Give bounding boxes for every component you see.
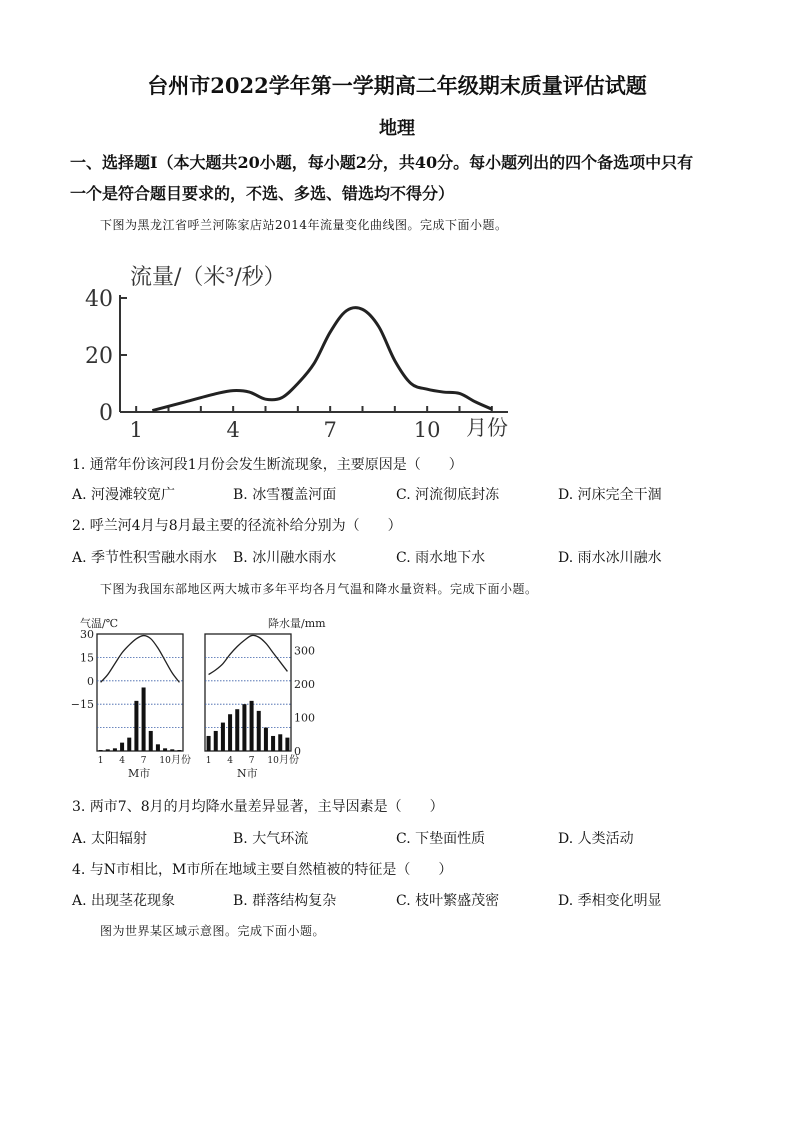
n-temperature-line — [209, 635, 288, 674]
m-temp-axis-label: 气温/℃ — [80, 617, 119, 630]
m-plot-frame — [97, 634, 183, 751]
question-3-option-a[interactable]: A. 太阳辐射 — [72, 831, 148, 847]
m-precip-bar-3 — [113, 748, 117, 751]
page-title: 台州市2022学年第一学期高二年级期末质量评估试题 — [147, 73, 647, 98]
flow-chart-title: 流量/（米³/秒） — [130, 265, 286, 290]
intro-flow-chart: 下图为黑龙江省呼兰河陈家店站2014年流量变化曲线图。完成下面小题。 — [100, 218, 508, 232]
n-precip-bar-7 — [250, 701, 254, 751]
n-precip-bar-5 — [235, 709, 239, 751]
subject-title: 地理 — [379, 118, 415, 139]
section-heading-line1: 一、选择题Ⅰ（本大题共20小题，每小题2分，共40分。每小题列出的四个备选项中只有 — [70, 153, 694, 172]
question-1-option-d[interactable]: D. 河床完全干涸 — [558, 487, 662, 503]
n-x-tick-label: 4 — [227, 756, 233, 766]
question-4-option-b[interactable]: B. 群落结构复杂 — [233, 893, 337, 909]
flow-y-tick-label: 0 — [99, 401, 113, 426]
m-temp-tick-label: 0 — [87, 674, 94, 688]
flow-y-tick-label: 40 — [85, 287, 113, 312]
m-temp-tick-label: 15 — [80, 651, 94, 665]
n-precip-bar-8 — [257, 711, 261, 751]
n-precip-bar-4 — [228, 714, 232, 751]
flow-x-tick-label: 10 — [413, 418, 441, 442]
question-2-option-c[interactable]: C. 雨水地下水 — [396, 550, 486, 566]
question-1-option-b[interactable]: B. 冰雪覆盖河面 — [233, 487, 337, 503]
flow-series-line — [152, 308, 492, 411]
m-temperature-line — [101, 636, 180, 683]
question-4-stem: 4. 与N市相比，M市所在地域主要自然植被的特征是（ ） — [72, 862, 453, 878]
m-x-tick-label: 1 — [97, 756, 104, 766]
n-x-tick-label: 7 — [248, 756, 255, 766]
flow-chart — [80, 250, 530, 445]
m-precip-bar-2 — [106, 749, 110, 751]
n-precip-bar-1 — [207, 736, 211, 751]
n-precip-bar-6 — [242, 704, 246, 751]
question-1-stem: 1. 通常年份该河段1月份会发生断流现象，主要原因是（ ） — [72, 457, 463, 473]
m-precip-bar-8 — [149, 731, 153, 751]
n-x-label: 月份 — [279, 755, 299, 766]
question-1-option-a[interactable]: A. 河漫滩较宽广 — [72, 487, 176, 503]
question-3-option-d[interactable]: D. 人类活动 — [558, 831, 634, 847]
n-precip-bar-11 — [278, 734, 282, 751]
n-precip-tick-label: 100 — [294, 711, 315, 725]
flow-x-tick-label: 7 — [323, 418, 337, 442]
m-temp-tick-label: −15 — [70, 698, 94, 712]
m-precip-bar-1 — [99, 750, 103, 751]
question-4-option-d[interactable]: D. 季相变化明显 — [558, 893, 662, 909]
flow-y-tick-label: 20 — [85, 344, 113, 369]
question-2-stem: 2. 呼兰河4月与8月最主要的径流补给分别为（ ） — [72, 518, 402, 534]
n-precip-bar-10 — [271, 736, 275, 751]
m-precip-bar-6 — [134, 701, 138, 751]
m-precip-bar-4 — [120, 743, 124, 751]
m-city-label: M市 — [128, 767, 151, 780]
n-plot-frame — [205, 634, 291, 751]
question-3-option-c[interactable]: C. 下垫面性质 — [396, 831, 486, 847]
m-temp-tick-label: 30 — [80, 628, 94, 641]
section-heading-line2: 一个是符合题目要求的，不选、多选、错选均不得分） — [70, 184, 455, 203]
m-x-tick-label: 10 — [159, 756, 171, 766]
n-precip-tick-label: 200 — [294, 678, 315, 692]
flow-x-tick-label: 4 — [226, 418, 240, 442]
flow-x-label: 月份 — [466, 416, 508, 440]
n-x-tick-label: 1 — [205, 756, 212, 766]
question-4-option-a[interactable]: A. 出现茎花现象 — [72, 893, 176, 909]
question-2-option-a[interactable]: A. 季节性积雪融水雨水 — [72, 550, 218, 566]
n-precip-bar-3 — [221, 723, 225, 751]
m-precip-bar-9 — [156, 744, 160, 751]
m-precip-bar-10 — [163, 748, 167, 751]
m-precip-bar-5 — [127, 738, 131, 751]
m-x-tick-label: 7 — [140, 756, 147, 766]
m-precip-bar-11 — [170, 749, 174, 751]
m-x-tick-label: 4 — [119, 756, 125, 766]
question-3-stem: 3. 两市7、8月的月均降水量差异显著，主导因素是（ ） — [72, 799, 444, 815]
question-2-option-b[interactable]: B. 冰川融水雨水 — [233, 550, 337, 566]
climate-charts — [70, 610, 350, 785]
n-precip-bar-2 — [214, 731, 218, 751]
question-3-option-b[interactable]: B. 大气环流 — [233, 831, 309, 847]
m-precip-bar-12 — [177, 750, 181, 751]
n-city-label: N市 — [237, 767, 258, 780]
n-precip-axis-label: 降水量/mm — [268, 617, 326, 630]
m-x-label: 月份 — [171, 755, 191, 766]
n-x-tick-label: 10 — [267, 756, 279, 766]
question-2-option-d[interactable]: D. 雨水冰川融水 — [558, 550, 662, 566]
intro-climate-charts: 下图为我国东部地区两大城市多年平均各月气温和降水量资料。完成下面小题。 — [100, 582, 538, 596]
question-4-option-c[interactable]: C. 枝叶繁盛茂密 — [396, 893, 500, 909]
n-precip-bar-9 — [264, 728, 268, 751]
m-precip-bar-7 — [142, 687, 146, 751]
question-1-option-c[interactable]: C. 河流彻底封冻 — [396, 487, 500, 503]
n-precip-tick-label: 0 — [294, 745, 301, 758]
n-precip-tick-label: 300 — [294, 644, 315, 658]
intro-map: 图为世界某区域示意图。完成下面小题。 — [100, 924, 326, 938]
n-precip-bar-12 — [285, 738, 289, 751]
flow-x-tick-label: 1 — [129, 418, 143, 442]
